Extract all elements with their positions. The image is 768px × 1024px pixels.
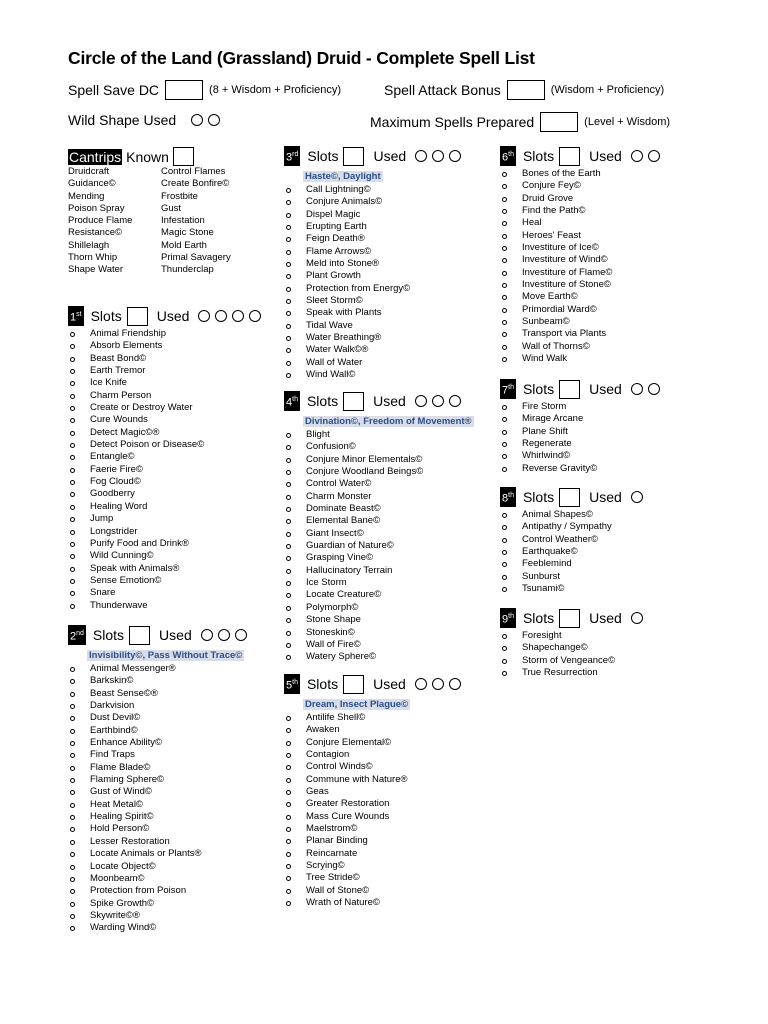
cantrip-item: Mold Earth [161, 239, 207, 251]
spell-item: Primordial Ward© [500, 304, 660, 316]
spell-item: Barkskin© [68, 675, 247, 687]
level-suffix: th [508, 383, 514, 391]
spell-list [68, 328, 261, 612]
max-prepared-label: Maximum Spells Prepared [370, 114, 535, 130]
spell-item: Fire Storm [500, 401, 660, 413]
spell-list [500, 630, 643, 679]
always-prepared-spells: Haste©, Daylight [305, 171, 381, 182]
slots-label: Slots [306, 676, 339, 692]
slots-field[interactable] [127, 307, 148, 326]
spell-item: Commune with Nature® [284, 774, 461, 786]
used-checkbox[interactable] [631, 150, 643, 162]
spell-item: Earthbind© [68, 725, 247, 737]
spell-item: Conjure Animals© [284, 196, 461, 208]
spell-item: Beast Bond© [68, 353, 261, 365]
spell-item: Control Weather© [500, 534, 643, 546]
used-checkbox[interactable] [631, 612, 643, 624]
spell-item: Spike Growth© [68, 898, 247, 910]
spell-item: Speak with Animals® [68, 563, 261, 575]
spell-item: Purify Food and Drink® [68, 538, 261, 550]
spell-item: Blight [284, 429, 474, 441]
max-prepared-note: (Level + Wisdom) [584, 116, 671, 128]
level-badge [500, 379, 516, 400]
spell-item: Plane Shift [500, 426, 660, 438]
used-checkboxes [410, 678, 461, 690]
cantrip-item: Frostbite [161, 190, 198, 202]
spell-item: Awaken [284, 724, 461, 736]
spell-item: Healing Spirit© [68, 811, 247, 823]
spell-item: Maelstrom© [284, 823, 461, 835]
spell-item: Conjure Minor Elementals© [284, 454, 474, 466]
used-checkbox[interactable] [648, 150, 660, 162]
spell-item: Dust Devil© [68, 712, 247, 724]
spell-item: Greater Restoration [284, 798, 461, 810]
spell-item: Water Breathing® [284, 332, 461, 344]
spell-item: Wind Wall© [284, 369, 461, 381]
slots-field[interactable] [559, 147, 580, 166]
spell-item: Reincarnate [284, 848, 461, 860]
spell-item: Conjure Woodland Beings© [284, 466, 474, 478]
level-8-section [500, 487, 643, 595]
spell-item: Tree Stride© [284, 872, 461, 884]
wild-shape-row [68, 112, 220, 128]
cantrip-item: Magic Stone [161, 227, 214, 239]
used-label: Used [373, 676, 406, 692]
spell-item: Skywrite©® [68, 910, 247, 922]
cantrip-item: Primal Savagery [161, 252, 231, 264]
spell-item: Conjure Fey© [500, 180, 660, 192]
wild-shape-label: Wild Shape Used [68, 112, 177, 128]
cantrip-item: Control Flames [161, 166, 226, 177]
spell-save-dc-field[interactable] [165, 80, 203, 100]
spell-list [500, 401, 660, 475]
spell-item: Detect Poison or Disease© [68, 439, 261, 451]
spell-item: Detect Magic©® [68, 427, 261, 439]
spell-item: Grasping Vine© [284, 552, 474, 564]
spell-item: Tsunami© [500, 583, 643, 595]
level-header [500, 379, 660, 399]
used-checkboxes [626, 383, 660, 395]
spell-item: Elemental Bane© [284, 515, 474, 527]
max-prepared-field[interactable] [540, 112, 578, 132]
level-badge [68, 306, 84, 327]
always-prepared-spells: Divination©, Freedom of Movement® [305, 416, 472, 427]
spell-item: Create or Destroy Water [68, 402, 261, 414]
used-checkboxes [410, 395, 461, 407]
spell-list [284, 712, 461, 910]
spell-attack-row [384, 80, 664, 100]
slots-label: Slots [306, 393, 339, 409]
slots-label: Slots [522, 610, 555, 626]
level-badge [500, 146, 516, 167]
spell-item: Stoneskin© [284, 627, 474, 639]
spell-item: Wind Walk [500, 353, 660, 365]
spell-list [284, 429, 474, 664]
spell-item: Tidal Wave [284, 320, 461, 332]
cantrip-item: Infestation [161, 215, 205, 227]
spell-item: Bones of the Earth [500, 168, 660, 180]
spell-item: Planar Binding [284, 835, 461, 847]
spell-item: Plant Growth [284, 270, 461, 282]
spell-item: True Resurrection [500, 667, 643, 679]
used-checkboxes [626, 612, 643, 624]
cantrip-item: Guidance© [68, 178, 116, 190]
used-checkbox[interactable] [449, 150, 461, 162]
level-number: 2 [70, 630, 77, 643]
slots-field[interactable] [129, 626, 150, 645]
spell-item: Guardian of Nature© [284, 540, 474, 552]
spell-item: Wild Cunning© [68, 550, 261, 562]
level-5-section [284, 674, 461, 910]
level-header [500, 487, 643, 507]
spell-item: Sense Emotion© [68, 575, 261, 587]
cantrip-item: Mending [68, 190, 105, 202]
spell-item: Control Winds© [284, 761, 461, 773]
spell-list [284, 184, 461, 382]
cantrips-list [68, 166, 281, 277]
spell-item: Entangle© [68, 451, 261, 463]
slots-label: Slots [307, 148, 339, 164]
used-checkboxes [193, 310, 261, 322]
spell-item: Wall of Thorns© [500, 341, 660, 353]
slots-field[interactable] [559, 609, 580, 628]
used-checkbox[interactable] [648, 383, 660, 395]
wild-shape-checkbox[interactable] [208, 114, 220, 126]
spell-item: Longstrider [68, 526, 261, 538]
cantrips-known-label: Known [126, 148, 169, 165]
slots-label: Slots [90, 308, 122, 324]
level-suffix: th [292, 678, 298, 686]
level-1-section [68, 306, 261, 612]
used-label: Used [589, 610, 622, 626]
level-number: 6 [502, 151, 509, 164]
level-header [500, 146, 660, 166]
cantrip-item: Poison Spray [68, 202, 125, 214]
level-header [284, 674, 461, 694]
used-label: Used [159, 627, 192, 643]
spell-item: Protection from Energy© [284, 283, 461, 295]
spell-item: Investiture of Wind© [500, 254, 660, 266]
always-prepared-spells: Invisibility©, Pass Without Trace© [89, 650, 243, 661]
used-checkbox[interactable] [249, 310, 261, 322]
spell-item: Animal Friendship [68, 328, 261, 340]
used-label: Used [156, 308, 190, 324]
used-label: Used [589, 381, 622, 397]
spell-item: Wrath of Nature© [284, 897, 461, 909]
spell-item: Heroes' Feast [500, 230, 660, 242]
level-6-section [500, 146, 660, 366]
spell-attack-field[interactable] [507, 80, 545, 100]
spell-item: Regenerate [500, 438, 660, 450]
spell-save-dc-note: (8 + Wisdom + Proficiency) [209, 84, 342, 96]
used-checkbox[interactable] [432, 678, 444, 690]
spell-item: Jump [68, 513, 261, 525]
spell-item: Animal Shapes© [500, 509, 643, 521]
spell-item: Hallucinatory Terrain [284, 565, 474, 577]
cantrip-item: Thunderclap [161, 264, 214, 276]
cantrips-label: Cantrips [69, 148, 122, 165]
spell-item: Water Walk©® [284, 344, 461, 356]
spell-item: Scrying© [284, 860, 461, 872]
used-checkbox[interactable] [449, 678, 461, 690]
spell-item: Move Earth© [500, 291, 660, 303]
used-checkbox[interactable] [218, 629, 230, 641]
used-checkboxes [626, 150, 660, 162]
cantrip-item: Create Bonfire© [161, 178, 230, 190]
used-checkbox[interactable] [432, 150, 444, 162]
used-label: Used [589, 489, 622, 505]
spell-item: Dispel Magic [284, 209, 461, 221]
spell-save-dc-label: Spell Save DC [68, 82, 160, 98]
spell-item: Warding Wind© [68, 922, 247, 934]
spell-item: Heat Metal© [68, 799, 247, 811]
cantrip-item: Shape Water [68, 264, 124, 276]
level-number: 7 [502, 384, 509, 397]
spell-item: Earth Tremor [68, 365, 261, 377]
spell-item: Earthquake© [500, 546, 643, 558]
spell-item: Sunburst [500, 571, 643, 583]
spell-item: Ice Storm [284, 577, 474, 589]
level-number: 5 [286, 679, 293, 692]
spell-item: Animal Messenger® [68, 663, 247, 675]
spell-item: Foresight [500, 630, 643, 642]
slots-field[interactable] [343, 392, 364, 411]
used-label: Used [373, 148, 407, 164]
spell-item: Thunderwave [68, 600, 261, 612]
spell-item: Flaming Sphere© [68, 774, 247, 786]
used-label: Used [589, 148, 622, 164]
used-checkbox[interactable] [631, 491, 643, 503]
slots-field[interactable] [559, 488, 580, 507]
always-prepared-spells: Dream, Insect Plague© [305, 699, 409, 710]
cantrips-header [68, 147, 203, 166]
spell-item: Speak with Plants [284, 307, 461, 319]
spell-item: Dominate Beast© [284, 503, 474, 515]
spell-item: Absorb Elements [68, 340, 261, 352]
spell-item: Investiture of Ice© [500, 242, 660, 254]
level-suffix: rd [292, 150, 299, 158]
spell-item: Conjure Elemental© [284, 737, 461, 749]
spell-item: Shapechange© [500, 642, 643, 654]
used-checkbox[interactable] [415, 678, 427, 690]
spell-item: Beast Sense©® [68, 688, 247, 700]
spell-item: Wall of Fire© [284, 639, 474, 651]
level-9-section [500, 608, 643, 679]
spell-item: Geas [284, 786, 461, 798]
level-number: 3 [286, 151, 293, 164]
spell-item: Storm of Vengeance© [500, 655, 643, 667]
level-suffix: st [76, 310, 82, 318]
spell-item: Goodberry [68, 488, 261, 500]
spell-item: Mass Cure Wounds [284, 811, 461, 823]
spell-item: Flame Blade© [68, 762, 247, 774]
page-title: Circle of the Land (Grassland) Druid - Complete Spell List [68, 48, 535, 68]
spell-item: Antilife Shell© [284, 712, 461, 724]
spell-item: Meld into Stone® [284, 258, 461, 270]
level-badge [500, 608, 516, 629]
spell-item: Feeblemind [500, 558, 643, 570]
spell-item: Investiture of Stone© [500, 279, 660, 291]
spell-item: Transport via Plants [500, 328, 660, 340]
cantrip-item: Produce Flame [68, 215, 133, 227]
spell-item: Locate Animals or Plants® [68, 848, 247, 860]
spell-item: Wall of Stone© [284, 885, 461, 897]
spell-list [68, 663, 247, 935]
used-checkbox[interactable] [201, 629, 213, 641]
used-checkbox[interactable] [415, 395, 427, 407]
used-checkbox[interactable] [232, 310, 244, 322]
spell-item: Locate Object© [68, 861, 247, 873]
spell-list [500, 509, 643, 595]
spell-item: Whirlwind© [500, 450, 660, 462]
slots-label: Slots [92, 627, 125, 643]
level-header [284, 146, 461, 166]
level-number: 8 [502, 492, 509, 505]
spell-item: Antipathy / Sympathy [500, 521, 643, 533]
spell-item: Find Traps [68, 749, 247, 761]
spell-item: Lesser Restoration [68, 836, 247, 848]
slots-label: Slots [522, 148, 555, 164]
spell-item: Heal [500, 217, 660, 229]
spell-attack-label: Spell Attack Bonus [384, 82, 501, 98]
spell-item: Contagion [284, 749, 461, 761]
spell-item: Healing Word [68, 501, 261, 513]
used-checkboxes [626, 491, 643, 503]
spell-item: Wall of Water [284, 357, 461, 369]
level-header [68, 306, 261, 326]
cantrip-item: Druidcraft [68, 166, 110, 177]
wild-shape-checkbox[interactable] [191, 114, 203, 126]
level-header [68, 625, 247, 645]
slots-field[interactable] [559, 380, 580, 399]
spell-item: Locate Creature© [284, 589, 474, 601]
spell-save-dc-row [68, 80, 341, 100]
level-number: 1 [70, 311, 77, 324]
level-header [500, 608, 643, 628]
spell-list [500, 168, 660, 366]
level-badge [68, 625, 86, 646]
spell-item: Reverse Gravity© [500, 463, 660, 475]
used-checkbox[interactable] [432, 395, 444, 407]
spell-item: Protection from Poison [68, 885, 247, 897]
slots-label: Slots [522, 489, 555, 505]
level-7-section [500, 379, 660, 475]
spell-item: Sleet Storm© [284, 295, 461, 307]
spell-item: Darkvision [68, 700, 247, 712]
level-badge [284, 391, 300, 412]
spell-item: Find the Path© [500, 205, 660, 217]
spell-item: Gust of Wind© [68, 786, 247, 798]
spell-item: Polymorph© [284, 602, 474, 614]
used-checkbox[interactable] [198, 310, 210, 322]
used-checkboxes [196, 629, 247, 641]
spell-item: Giant Insect© [284, 528, 474, 540]
level-2-section [68, 625, 247, 935]
level-suffix: th [508, 150, 514, 158]
level-number: 9 [502, 613, 509, 626]
level-suffix: th [508, 612, 514, 620]
used-checkbox[interactable] [631, 383, 643, 395]
spell-item: Enhance Ability© [68, 737, 247, 749]
spell-item: Call Lightning© [284, 184, 461, 196]
used-label: Used [373, 393, 406, 409]
spell-attack-note: (Wisdom + Proficiency) [550, 84, 665, 96]
used-checkboxes [410, 150, 461, 162]
slots-field[interactable] [343, 147, 364, 166]
level-4-section [284, 391, 474, 664]
spell-item: Sunbeam© [500, 316, 660, 328]
level-badge [500, 487, 516, 508]
level-suffix: th [508, 491, 514, 499]
level-3-section [284, 146, 461, 382]
spell-item: Snare [68, 587, 261, 599]
spell-item: Charm Monster [284, 491, 474, 503]
spell-item: Feign Death® [284, 233, 461, 245]
used-checkbox[interactable] [449, 395, 461, 407]
level-suffix: th [292, 395, 298, 403]
used-checkbox[interactable] [215, 310, 227, 322]
spell-item: Confusion© [284, 441, 474, 453]
used-checkbox[interactable] [235, 629, 247, 641]
cantrip-item: Shillelagh [68, 239, 110, 251]
spell-item: Charm Person [68, 390, 261, 402]
used-checkbox[interactable] [415, 150, 427, 162]
level-badge [284, 146, 300, 167]
level-header [284, 391, 474, 411]
level-number: 4 [286, 396, 293, 409]
spell-item: Faerie Fire© [68, 464, 261, 476]
spell-item: Erupting Earth [284, 221, 461, 233]
spell-item: Mirage Arcane [500, 413, 660, 425]
spell-item: Watery Sphere© [284, 651, 474, 663]
cantrip-item: Resistance© [68, 227, 122, 239]
spell-item: Hold Person© [68, 823, 247, 835]
level-badge [284, 674, 300, 695]
level-suffix: nd [76, 629, 84, 637]
spell-item: Cure Wounds [68, 414, 261, 426]
spell-item: Moonbeam© [68, 873, 247, 885]
slots-label: Slots [522, 381, 555, 397]
spell-item: Stone Shape [284, 614, 474, 626]
spell-item: Flame Arrows© [284, 246, 461, 258]
spell-item: Investiture of Flame© [500, 267, 660, 279]
spell-item: Control Water© [284, 478, 474, 490]
spell-item: Ice Knife [68, 377, 261, 389]
cantrip-item: Gust [161, 202, 182, 214]
spell-item: Druid Grove [500, 193, 660, 205]
cantrips-known-field[interactable] [173, 147, 194, 166]
cantrip-item: Thorn Whip [68, 252, 118, 264]
max-prepared-row [370, 112, 670, 132]
slots-field[interactable] [343, 675, 364, 694]
spell-item: Fog Cloud© [68, 476, 261, 488]
